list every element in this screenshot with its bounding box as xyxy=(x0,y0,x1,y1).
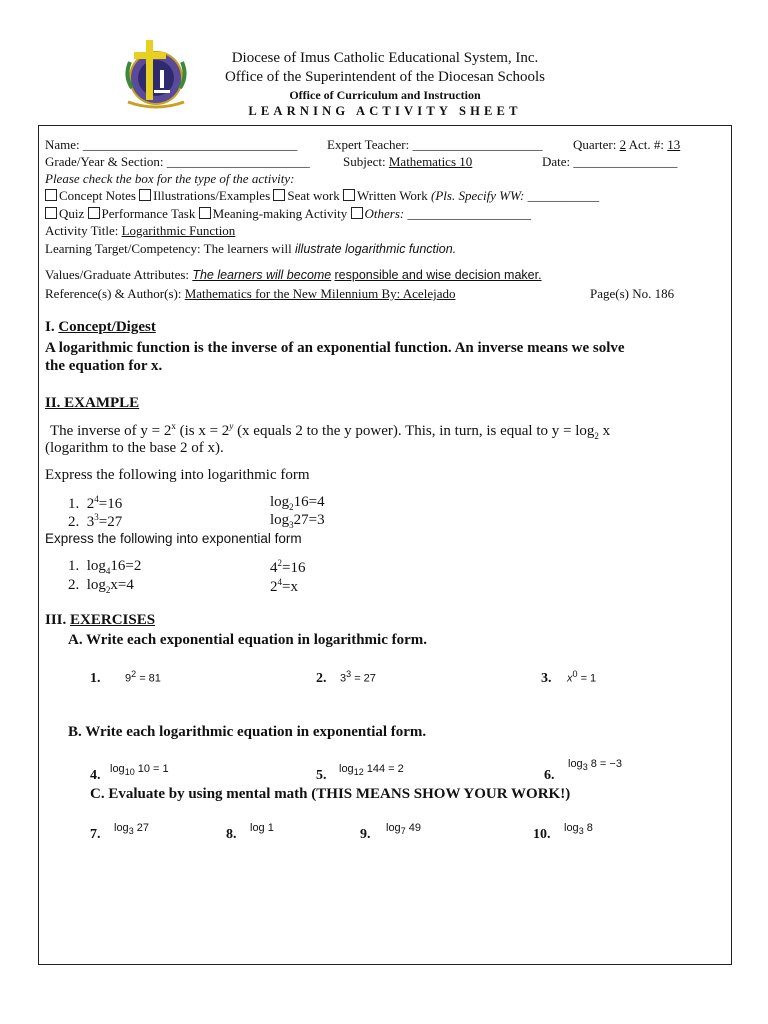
log-form-title: Express the following into logarithmic form xyxy=(45,467,310,483)
exercise-a-title: A. Write each exponential equation in logarithmic form. xyxy=(68,632,428,648)
q9-expression: $\log_7 49$ xyxy=(386,822,421,837)
exp-form-title: Express the following into exponential form xyxy=(45,531,302,546)
references: Reference(s) & Author(s): Mathematics for the New Milennium By: Acelejado xyxy=(45,286,456,301)
example-inverse-line: The inverse of $y = 2^x$ (is $x = 2^y$ (x equals 2 to the y power). This, in turn, is equal to $y = \log_2 x$ xyxy=(50,421,611,441)
checkbox-quiz[interactable]: Quiz xyxy=(45,206,84,221)
q3-equation: $x^0 = 1$ xyxy=(567,669,597,685)
checkbox-performance-task[interactable]: Performance Task xyxy=(88,206,196,221)
example-log-1-answer: $\log_216=4$ xyxy=(270,494,325,512)
checkbox-concept-notes[interactable]: Concept Notes xyxy=(45,188,136,203)
checkbox-meaning-making[interactable]: Meaning-making Activity xyxy=(199,206,348,221)
checkbox-illustrations[interactable]: Illustrations/Examples xyxy=(139,188,270,203)
activity-type-row-1 xyxy=(45,188,599,204)
page-numbers: Page(s) No. 186 xyxy=(590,286,675,301)
header-curriculum: Office of Curriculum and Instruction xyxy=(289,88,481,102)
learning-target: Learning Target/Competency: The learners will illustrate logarithmic function. xyxy=(45,241,457,256)
example-exp-1-answer: $4^2=16$ xyxy=(270,558,306,576)
q9-number: 9. xyxy=(360,827,371,842)
activity-type-row-2 xyxy=(45,206,531,222)
checkbox-others[interactable]: Others: ___________________ xyxy=(351,206,531,221)
example-log-2-answer: $\log_327=3$ xyxy=(270,512,325,530)
q5-equation: $\log_{12} 144 = 2$ xyxy=(339,763,404,778)
check-instruction: Please check the box for the type of the activity: xyxy=(45,171,295,186)
example-log-1: 1. $2^4=16$ xyxy=(68,494,123,512)
example-inverse-line2: (logarithm to the base 2 of x). xyxy=(45,440,224,456)
q8-expression: log 1 xyxy=(250,822,274,834)
q2-equation: $3^3 = 27$ xyxy=(340,669,376,685)
concept-text-line2: the equation for x. xyxy=(45,358,163,374)
expert-teacher-field[interactable]: Expert Teacher: ____________________ xyxy=(327,137,543,152)
example-heading: II. EXAMPLE xyxy=(45,395,140,411)
exercise-b-title: B. Write each logarithmic equation in exponential form. xyxy=(68,724,427,740)
concept-text-line1: A logarithmic function is the inverse of an exponential function. An inverse means we solve xyxy=(45,340,625,356)
example-exp-2: 2. $\log_2x=4$ xyxy=(68,577,134,595)
header-diocese: Diocese of Imus Catholic Educational System, Inc. xyxy=(231,50,539,66)
header-sheet-title: LEARNING ACTIVITY SHEET xyxy=(248,104,522,118)
concept-heading: I. Concept/Digest xyxy=(45,319,156,335)
exercises-heading: III. EXERCISES xyxy=(45,612,156,628)
checkbox-written-work[interactable]: Written Work (Pls. Specify WW: ___________ xyxy=(343,188,599,203)
q7-expression: $\log_3 27$ xyxy=(114,822,149,837)
q10-number: 10. xyxy=(533,827,551,842)
q6-equation: $\log_3 8 = -3$ xyxy=(568,758,622,773)
q4-equation: $\log_{10} 10 = 1$ xyxy=(110,763,169,778)
q1-number: 1. xyxy=(90,671,101,686)
name-field[interactable]: Name: _________________________________ xyxy=(45,137,298,152)
example-exp-1: 1. $\log_416=2$ xyxy=(68,558,142,576)
q10-expression: $\log_3 8$ xyxy=(564,822,593,837)
q2-number: 2. xyxy=(316,671,327,686)
quarter-field[interactable]: Quarter: 2 Act. #: 13 xyxy=(573,137,681,152)
example-log-2: 2. $3^3=27$ xyxy=(68,512,123,530)
q4-number: 4. xyxy=(90,768,101,783)
activity-title: Activity Title: Logarithmic Function xyxy=(45,223,236,238)
q5-number: 5. xyxy=(316,768,327,783)
q7-number: 7. xyxy=(90,827,101,842)
date-field[interactable]: Date: ________________ xyxy=(542,154,678,169)
q3-number: 3. xyxy=(541,671,552,686)
example-exp-2-answer: $2^4=x$ xyxy=(270,577,298,595)
checkbox-seat-work[interactable]: Seat work xyxy=(273,188,339,203)
q8-number: 8. xyxy=(226,827,237,842)
exercise-c-title: C. Evaluate by using mental math (THIS MEANS SHOW YOUR WORK!) xyxy=(90,786,571,802)
q1-equation: $9^2 = 81$ xyxy=(125,669,161,685)
subject-field[interactable]: Subject: Mathematics 10 xyxy=(343,154,473,169)
diocese-logo xyxy=(118,38,188,114)
header-office: Office of the Superintendent of the Diocesan Schools xyxy=(224,69,546,85)
values-attributes: Values/Graduate Attributes: The learners will become responsible and wise decision maker. xyxy=(45,267,542,282)
q6-number: 6. xyxy=(544,768,555,783)
grade-section-field[interactable]: Grade/Year & Section: ______________________ xyxy=(45,154,310,169)
